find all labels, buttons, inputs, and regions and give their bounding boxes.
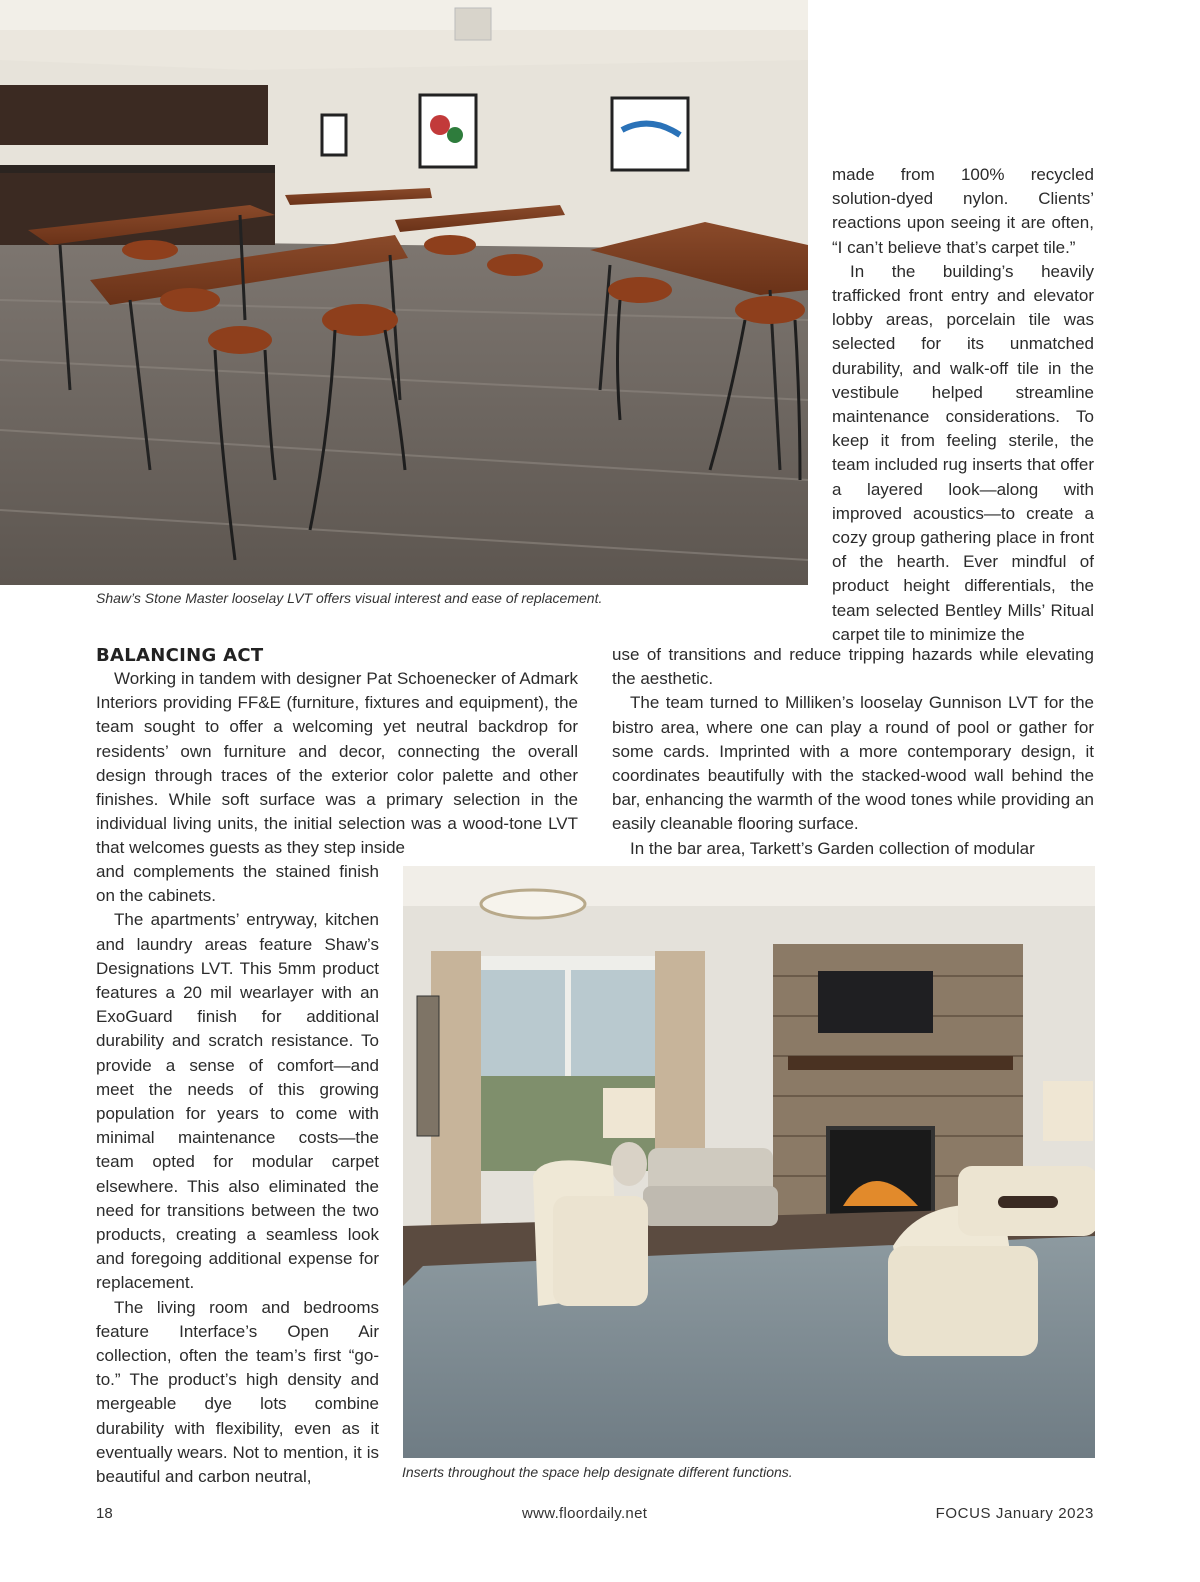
paragraph: Working in tandem with designer Pat Schoenecker of Admark Interiors providing FF&E (furniture, fixtures and equipment), the team sought to offer a welcoming yet neutral backdrop for residents’ own furniture and decor, connecting the overall design through traces of the exterior color palette and other finishes. While soft surface was a primary selection in the individual living units, the initial selection was a wood-tone LVT that welcomes guests as they step inside: [96, 669, 578, 858]
paragraph: made from 100% recycled solution-dyed nylon. Clients’ reactions upon seeing it are often, “I can’t believe that’s carpet tile.”: [832, 165, 1094, 257]
section-heading: BALANCING ACT: [96, 645, 264, 666]
photo-lounge: [403, 866, 1095, 1458]
photo-bistro: [0, 0, 808, 585]
paragraph: In the bar area, Tarkett’s Garden collection of modular: [630, 838, 1035, 858]
right-column-mid-text: [612, 643, 1094, 861]
footer-url: www.floordaily.net: [522, 1505, 648, 1522]
paragraph: In the building’s heavily trafficked front entry and elevator lobby areas, porcelain tile was selected for its unmatched durability, and walk-off tile in the vestibule helped streamline maintenance considerations. To keep it from feeling sterile, the team included rug inserts that offer a layered look—along with improved acoustics—to create a cozy group gathering place in front of the hearth. Ever mindful of product height differentials, the team selected Bentley Mills’ Ritual carpet tile to minimize the: [832, 261, 1094, 644]
photo-bistro-caption: Shaw’s Stone Master looselay LVT offers visual interest and ease of replacement.: [96, 590, 603, 606]
paragraph: use of transitions and reduce tripping hazards while elevating the aesthetic.: [612, 645, 1094, 689]
photo-lounge-caption: Inserts throughout the space help designate different functions.: [402, 1464, 793, 1480]
paragraph: The living room and bedrooms feature Interface’s Open Air collection, often the team’s first “go-to.” The product’s high density and mergeable dye lots combine durability with flexibility, even as it eventually wears. Not to mention, it is beautiful and carbon neutral,: [96, 1297, 379, 1487]
paragraph: The team turned to Milliken’s looselay Gunnison LVT for the bistro area, where one can play a round of pool or gather for some cards. Imprinted with a more contemporary design, it coordinates beautifully with the stacked-wood wall behind the bar, enhancing the warmth of the wood tones while providing an easily cleanable flooring surface.: [612, 693, 1094, 834]
left-column-narrow-text: [96, 860, 379, 1489]
page-number: 18: [96, 1505, 113, 1522]
paragraph: and complements the stained finish on the cabinets.: [96, 862, 379, 906]
right-column-top-text: [832, 163, 1094, 647]
left-column-wide-text: [96, 667, 578, 861]
paragraph: The apartments’ entryway, kitchen and laundry areas feature Shaw’s Designations LVT. This 5mm product features a 20 mil wearlayer with an ExoGuard finish for additional durability and scratch resistance. To provide a sense of comfort—and meet the needs of this growing population for years to come with minimal maintenance costs—the team opted for modular carpet elsewhere. This also eliminated the need for transitions between the two products, creating a seamless look and foregoing additional expense for replacement.: [96, 910, 379, 1293]
footer-publication: FOCUS January 2023: [935, 1505, 1094, 1522]
